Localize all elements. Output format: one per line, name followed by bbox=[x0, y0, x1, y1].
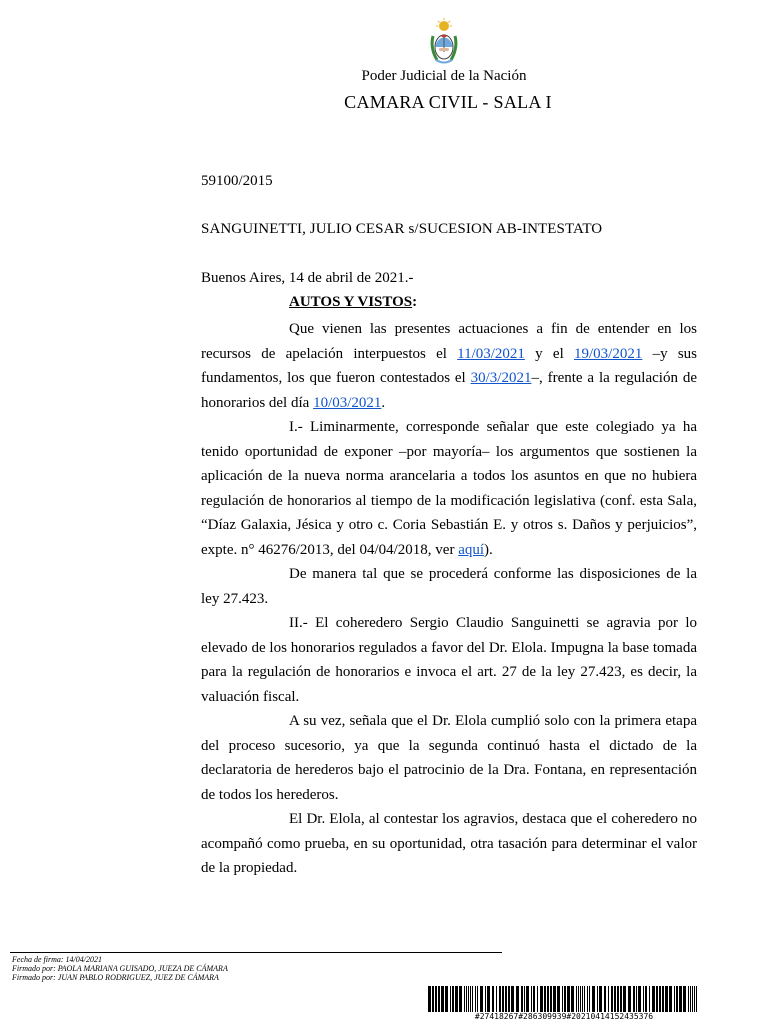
signature-block bbox=[12, 955, 228, 982]
barcode-bar bbox=[692, 986, 693, 1012]
barcode-bar bbox=[487, 986, 490, 1012]
barcode-bar bbox=[466, 986, 467, 1012]
barcode-bar bbox=[455, 986, 458, 1012]
barcode-bar bbox=[553, 986, 556, 1012]
signer-1: Firmado por: PAOLA MARIANA GUISADO, JUEZA DE CÁMARA bbox=[12, 964, 228, 973]
paragraph-1-text-b: y el bbox=[524, 345, 574, 362]
paragraph-2 bbox=[201, 415, 697, 562]
barcode-bar bbox=[547, 986, 549, 1012]
barcode-bar bbox=[669, 986, 672, 1012]
barcode-number: #27418267#286309939#20210414152435376 bbox=[474, 1012, 654, 1021]
paragraph-1-text-a: Que vienen las presentes actuaciones a fin de entender en los recursos de apelación interpuestos el bbox=[201, 321, 697, 362]
barcode-bar bbox=[445, 986, 448, 1012]
barcode-bar bbox=[636, 986, 637, 1012]
paragraph-6: El Dr. Elola, al contestar los agravios, destaca que el coheredero no acompañó como prueba, en su oportunidad, otra tasación para determinar el valor de la propiedad. bbox=[201, 811, 697, 876]
barcode-bar bbox=[665, 986, 668, 1012]
barcode-bar bbox=[544, 986, 546, 1012]
barcode-bar bbox=[492, 986, 494, 1012]
barcode-bar bbox=[649, 986, 650, 1012]
barcode-bar bbox=[676, 986, 678, 1012]
barcode-bar bbox=[679, 986, 682, 1012]
paragraph-1 bbox=[201, 317, 697, 415]
case-caption: SANGUINETTI, JULIO CESAR s/SUCESION AB-INTESTATO bbox=[201, 221, 603, 237]
barcode-bar bbox=[511, 986, 514, 1012]
paragraph-1-text-d: –, frente a la regulación de honorarios del día bbox=[201, 370, 697, 411]
barcode-bar bbox=[604, 986, 606, 1012]
barcode-bar bbox=[499, 986, 501, 1012]
paragraph-1-text-e: . bbox=[381, 394, 386, 411]
footer-divider bbox=[10, 952, 502, 953]
barcode-bar bbox=[633, 986, 635, 1012]
link-regulation-10-03-2021[interactable]: 10/03/2021 bbox=[313, 394, 382, 411]
barcode-bar bbox=[450, 986, 451, 1012]
barcode-bar bbox=[690, 986, 691, 1012]
barcode-bar bbox=[468, 986, 469, 1012]
barcode-bar bbox=[614, 986, 616, 1012]
barcode-bar bbox=[617, 986, 619, 1012]
barcode-bar bbox=[611, 986, 613, 1012]
barcode-bar bbox=[662, 986, 664, 1012]
barcode-bar bbox=[441, 986, 444, 1012]
barcode-bar bbox=[477, 986, 478, 1012]
section-heading bbox=[289, 294, 417, 311]
barcode-bar bbox=[587, 986, 588, 1012]
signature-date: Fecha de firma: 14/04/2021 bbox=[12, 955, 102, 964]
institution-name: Poder Judicial de la Nación bbox=[361, 68, 527, 84]
paragraph-4: II.- El coheredero Sergio Claudio Sanguinetti se agravia por lo elevado de los honorarios regulados a favor del Dr. Elola. Impugna la base tomada para la regulación de honorarios e invoca el art. 27 de la ley 27.423, es decir, la valuación fiscal. bbox=[201, 615, 697, 705]
barcode-bar bbox=[438, 986, 440, 1012]
barcode-bar bbox=[435, 986, 437, 1012]
barcode-bar bbox=[516, 986, 519, 1012]
section-heading-colon: : bbox=[412, 294, 418, 310]
barcode-bar bbox=[608, 986, 609, 1012]
barcode-bar bbox=[656, 986, 658, 1012]
barcode-bar bbox=[582, 986, 583, 1012]
barcode-bar bbox=[589, 986, 590, 1012]
barcode-bar bbox=[537, 986, 538, 1012]
barcode-bar bbox=[562, 986, 563, 1012]
barcode-bar bbox=[557, 986, 560, 1012]
date-line: Buenos Aires, 14 de abril de 2021.- bbox=[201, 270, 414, 286]
barcode-bar bbox=[540, 986, 543, 1012]
chamber-name: CAMARA CIVIL - SALA I bbox=[344, 92, 552, 112]
barcode-bar bbox=[584, 986, 585, 1012]
barcode-bar bbox=[480, 986, 483, 1012]
barcode-bar bbox=[459, 986, 462, 1012]
barcode-bar bbox=[475, 986, 476, 1012]
barcode-bar bbox=[578, 986, 579, 1012]
barcode-bar bbox=[531, 986, 532, 1012]
barcode-bar bbox=[643, 986, 644, 1012]
barcode-bar bbox=[592, 986, 595, 1012]
resolution-body bbox=[201, 317, 697, 881]
barcode-bar bbox=[521, 986, 523, 1012]
barcode-bar bbox=[533, 986, 535, 1012]
link-aqui[interactable]: aquí bbox=[458, 541, 485, 558]
barcode-bar bbox=[638, 986, 641, 1012]
paragraph-2-text-a: I.- Liminarmente, corresponde señalar que este colegiado ya ha tenido oportunidad de exponer –por mayoría– los argumentos que sostienen la aplicación de la nueva norma arancelaria a todos los asuntos en que no hubiera regulación de honorarios al tiempo de la modificación legislativa (conf. esta Sala, “Díaz Galaxia, Jésica y otro c. Coria Sebastián E. y otros s. Daños y perjuicios”, expte. n° 46276/2013, del 04/04/2018, ver bbox=[201, 419, 697, 558]
barcode-bar bbox=[597, 986, 598, 1012]
barcode-bar bbox=[580, 986, 581, 1012]
link-answer-30-3-2021[interactable]: 30/3/2021 bbox=[470, 370, 532, 386]
barcode-bar bbox=[550, 986, 552, 1012]
paragraph-3: De manera tal que se procederá conforme las disposiciones de la ley 27.423. bbox=[201, 566, 697, 607]
barcode-bar bbox=[623, 986, 626, 1012]
barcode-bar bbox=[683, 986, 686, 1012]
barcode-bar bbox=[526, 986, 529, 1012]
barcode-bar bbox=[694, 986, 695, 1012]
link-appeal-11-03-2021[interactable]: 11/03/2021 bbox=[457, 345, 525, 362]
paragraph-5: A su vez, señala que el Dr. Elola cumplió solo con la primera etapa del proceso sucesorio, ya que la segunda continuó hasta el dictado de la declaratoria de herederos bajo el patrocinio de la Dra. Fontana, en representación de todos los herederos. bbox=[201, 713, 697, 803]
barcode-bar bbox=[464, 986, 465, 1012]
barcode-bar bbox=[645, 986, 647, 1012]
barcode-icon bbox=[428, 986, 700, 1012]
link-appeal-19-03-2021[interactable]: 19/03/2021 bbox=[573, 345, 643, 362]
section-heading-text: AUTOS Y VISTOS bbox=[289, 294, 413, 310]
barcode-bar bbox=[620, 986, 622, 1012]
barcode-bar bbox=[696, 986, 697, 1012]
barcode-bar bbox=[576, 986, 577, 1012]
barcode-bar bbox=[505, 986, 507, 1012]
barcode-bar bbox=[502, 986, 504, 1012]
barcode-bar bbox=[599, 986, 602, 1012]
barcode-bar bbox=[659, 986, 661, 1012]
barcode-bar bbox=[485, 986, 486, 1012]
barcode-bar bbox=[470, 986, 471, 1012]
barcode-bar bbox=[652, 986, 655, 1012]
barcode-bar bbox=[496, 986, 497, 1012]
barcode-bar bbox=[688, 986, 689, 1012]
barcode-bar bbox=[564, 986, 566, 1012]
case-number: 59100/2015 bbox=[201, 173, 273, 189]
barcode-bar bbox=[571, 986, 574, 1012]
barcode-bar bbox=[628, 986, 631, 1012]
paragraph-1-text-c: –y sus fundamentos, los que fueron contestados el bbox=[201, 345, 697, 386]
barcode-bar bbox=[508, 986, 510, 1012]
barcode-bar bbox=[567, 986, 570, 1012]
barcode-bar bbox=[674, 986, 675, 1012]
signer-2: Firmado por: JUAN PABLO RODRIGUEZ, JUEZ DE CÁMARA bbox=[12, 973, 219, 982]
barcode-bar bbox=[452, 986, 454, 1012]
barcode-bar bbox=[524, 986, 525, 1012]
barcode-bar bbox=[472, 986, 473, 1012]
national-coat-of-arms-icon bbox=[428, 18, 460, 68]
barcode-bar bbox=[432, 986, 434, 1012]
barcode-bar bbox=[428, 986, 431, 1012]
paragraph-2-text-b: ). bbox=[484, 541, 493, 558]
